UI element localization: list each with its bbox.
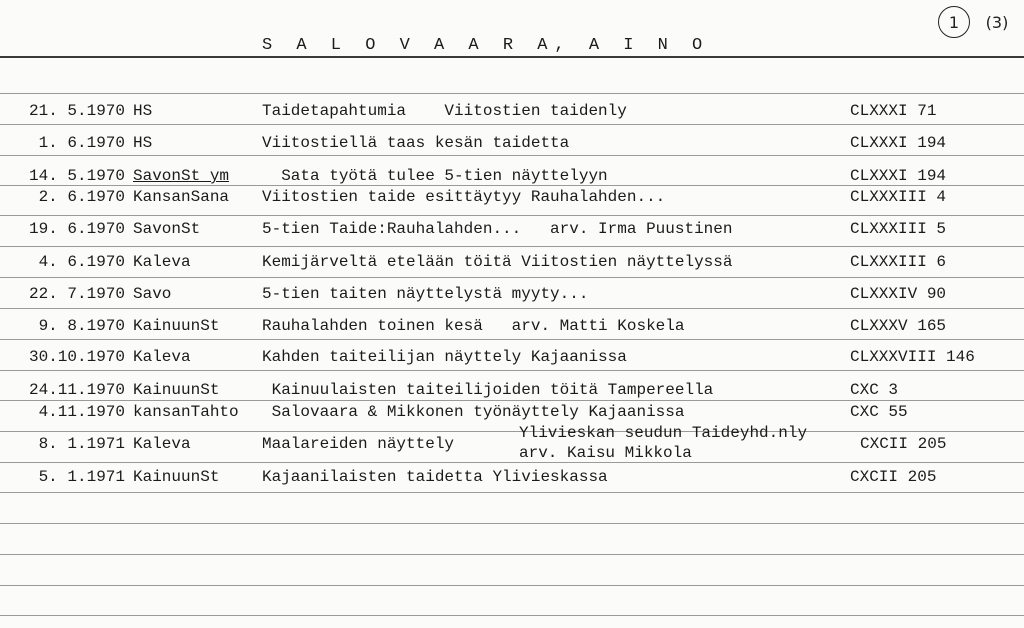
entry-title: 5-tien taiten näyttelystä myyty... [262,285,589,303]
entry-title: Rauhalahden toinen kesä arv. Matti Koskela [262,317,685,335]
entry-source: KansanSana [133,188,230,206]
ruled-line [0,339,1024,340]
entry-ref: CXC 55 [850,403,908,421]
entry-title: Kemijärveltä etelään töitä Viitostien näyttelyssä [262,253,733,271]
entry-row [0,133,1024,155]
entry-title: Maalareiden näyttely [262,435,455,453]
entry-row [0,284,1024,306]
entry-ref: CXCII 205 [860,435,947,453]
entry-date: 22. 7.1970 [28,285,125,303]
entry-title: Viitostiellä taas kesän taidetta [262,134,570,152]
entry-ref: CXCII 205 [850,468,937,486]
entry-row [0,252,1024,274]
ruled-line [0,124,1024,125]
ruled-line [0,492,1024,493]
entry-title: Taidetapahtumia Viitostien taidenly [262,102,627,120]
entry-title: Kahden taiteilijan näyttely Kajaanissa [262,348,627,366]
entry-source: SavonSt ym [133,167,230,185]
entry-date: 4.11.1970 [38,403,125,421]
entry-title: Kajaanilaisten taidetta Ylivieskassa [262,468,608,486]
entry-date: 4. 6.1970 [38,253,125,271]
entry-note: Ylivieskan seudun Taideyhd.nly [519,424,808,442]
entry-ref: CLXXXI 71 [850,102,937,120]
entry-ref: CLXXXV 165 [850,317,947,335]
ruled-line [0,431,1024,432]
entry-row [0,424,1024,462]
entry-date: 24.11.1970 [28,381,125,399]
entry-row [0,166,1024,188]
ruled-line [0,215,1024,216]
ruled-line [0,93,1024,94]
card-marks [938,6,1016,38]
ruled-line [0,585,1024,586]
parenthesized-number: (3) [985,12,1009,32]
entry-ref: CLXXXVIII 146 [850,348,975,366]
entry-source: KainuunSt [133,381,220,399]
entry-title: Sata työtä tulee 5-tien näyttelyyn [262,167,608,185]
ruled-line [0,277,1024,278]
entry-title: Salovaara & Mikkonen työnäyttely Kajaanissa [262,403,685,421]
entry-date: 8. 1.1971 [38,435,125,453]
entry-date: 14. 5.1970 [28,167,125,185]
entry-source: Savo [133,285,172,303]
circled-number: 1 [938,6,970,38]
entry-title: 5-tien Taide:Rauhalahden... arv. Irma Puustinen [262,220,733,238]
entry-row [0,187,1024,209]
entry-source: HS [133,102,153,120]
entry-ref: CLXXXIII 5 [850,220,947,238]
entry-source: SavonSt [133,220,201,238]
ruled-line [0,246,1024,247]
entry-date: 1. 6.1970 [38,134,125,152]
entry-row [0,347,1024,369]
entry-row [0,316,1024,338]
entry-row [0,380,1024,402]
entry-row [0,101,1024,123]
entry-source: KainuunSt [133,317,220,335]
entry-source: KainuunSt [133,468,220,486]
entry-date: 21. 5.1970 [28,102,125,120]
header-rule [0,56,1024,58]
entry-date: 30.10.1970 [28,348,125,366]
entry-source: Kaleva [133,435,191,453]
entry-ref: CXC 3 [850,381,899,399]
entry-date: 2. 6.1970 [38,188,125,206]
entry-source: HS [133,134,153,152]
entry-date: 5. 1.1971 [38,468,125,486]
entry-ref: CLXXXIII 4 [850,188,947,206]
entry-source: kansanTahto [133,403,239,421]
ruled-line [0,370,1024,371]
ruled-line [0,462,1024,463]
ruled-line [0,523,1024,524]
ruled-line [0,155,1024,156]
entry-row [0,467,1024,489]
entry-note: arv. Kaisu Mikkola [519,444,692,462]
card-title: S A L O V A A R A, A I N O [262,36,710,55]
ruled-line [0,308,1024,309]
entry-date: 9. 8.1970 [38,317,125,335]
entry-date: 19. 6.1970 [28,220,125,238]
ruled-line [0,615,1024,616]
entry-ref: CLXXXI 194 [850,134,947,152]
ruled-line [0,554,1024,555]
entry-ref: CLXXXIII 6 [850,253,947,271]
entry-ref: CLXXXIV 90 [850,285,947,303]
entry-row [0,219,1024,241]
entry-title: Viitostien taide esittäytyy Rauhalahden... [262,188,666,206]
entry-source: Kaleva [133,348,191,366]
entry-source: Kaleva [133,253,191,271]
entry-title: Kainuulaisten taiteilijoiden töitä Tampereella [262,381,714,399]
entry-ref: CLXXXI 194 [850,167,947,185]
entry-row [0,402,1024,424]
